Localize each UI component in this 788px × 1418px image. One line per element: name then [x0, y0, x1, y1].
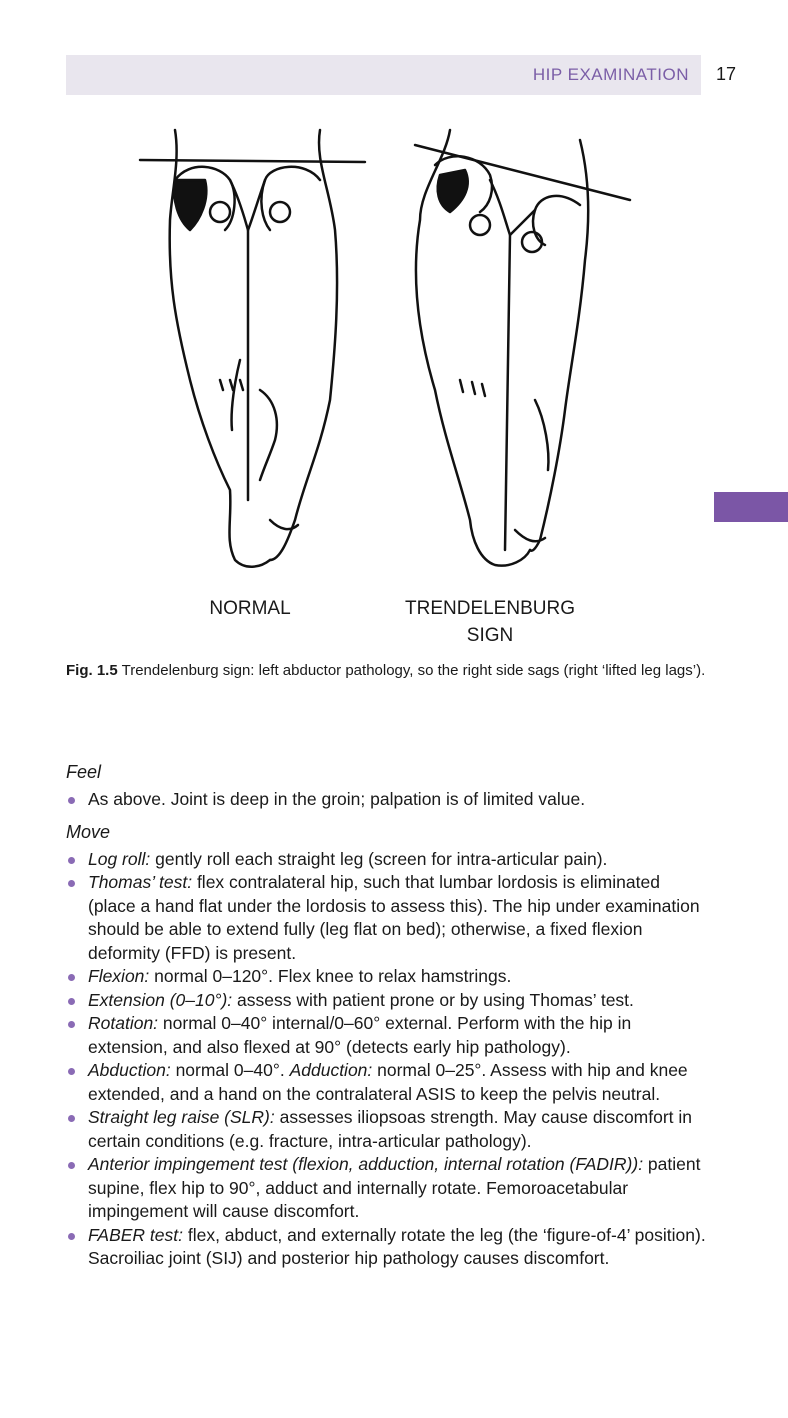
bullet-icon [68, 797, 75, 804]
item-term: Abduction: [88, 1060, 171, 1080]
list-item [66, 871, 706, 965]
item-text: normal 0–40°. [170, 1060, 290, 1080]
label-trendelenburg-line1: TRENDELENBURG [405, 598, 575, 619]
item-term: Thomas’ test: [88, 872, 193, 892]
caption-text: Trendelenburg sign: left abductor pathology, so the right side sags (right ‘lifted leg lags’). [121, 662, 706, 679]
bullet-icon [68, 880, 75, 887]
bullet-icon [68, 1068, 75, 1075]
bullet-icon [68, 1021, 75, 1028]
item-text: assess with patient prone or by using Thomas’ test. [232, 989, 634, 1010]
bullet-icon [68, 857, 75, 864]
item-text: normal 0–40° internal/0–60° external. Perform with the hip in extension, and also flexed at 90° (detects early hip pathology). [88, 1013, 632, 1057]
item-text: assesses iliopsoas strength. May cause discomfort in certain conditions (e.g. fracture, intra-articular pathology). [88, 1107, 693, 1151]
list-item [66, 848, 706, 872]
list-item [66, 788, 706, 812]
item-text: gently roll each straight leg (screen for intra-articular pain). [150, 848, 608, 869]
list-item [66, 1106, 706, 1153]
list-item [66, 1153, 706, 1224]
caption-figure-number: Fig. 1.5 [66, 662, 118, 679]
legs-illustration [120, 120, 660, 590]
bullet-icon [68, 1115, 75, 1122]
move-heading: Move [66, 821, 111, 842]
move-list [66, 848, 706, 1271]
item-term: Extension (0–10°): [88, 989, 233, 1010]
section-title: HIP EXAMINATION [532, 65, 689, 84]
main-content [66, 760, 706, 1279]
bullet-icon [68, 1233, 75, 1240]
item-term: Flexion: [88, 966, 150, 986]
item-term: Log roll: [88, 848, 151, 869]
feel-item-text: As above. Joint is deep in the groin; palpation is of limited value. [88, 789, 586, 809]
chapter-thumb-tab [714, 492, 788, 522]
feel-list [66, 788, 706, 812]
item-term: Rotation: [88, 1013, 159, 1033]
running-header [66, 55, 701, 95]
list-item [66, 1012, 706, 1059]
item-term: Anterior impingement test (flexion, adduction, internal rotation (FADIR)): [88, 1154, 644, 1174]
list-item [66, 1059, 706, 1106]
feel-heading: Feel [66, 762, 102, 782]
list-item [66, 965, 706, 989]
page-number: 17 [716, 64, 737, 84]
figure-caption [66, 660, 706, 682]
bullet-icon [68, 1162, 75, 1169]
item-term: Straight leg raise (SLR): [88, 1107, 275, 1127]
label-normal: NORMAL [209, 598, 291, 619]
item-text: flex, abduct, and externally rotate the leg (the ‘figure-of-4’ position). Sacroiliac joint (SIJ) and posterior hip pathology causes discomfort. [88, 1224, 706, 1268]
list-item [66, 1224, 706, 1271]
label-trendelenburg-line2: SIGN [466, 625, 514, 646]
item-term-2: Adduction: [289, 1060, 373, 1080]
list-item [66, 989, 706, 1013]
item-term: FABER test: [88, 1224, 183, 1245]
trendelenburg-figure [120, 120, 660, 590]
bullet-icon [68, 974, 75, 981]
item-text: normal 0–120°. Flex knee to relax hamstrings. [149, 966, 512, 986]
bullet-icon [68, 998, 75, 1005]
item-text: patient supine, flex hip to 90°, adduct and internally rotate. Femoroacetabular impingement will cause discomfort. [88, 1154, 701, 1221]
item-text: flex contralateral hip, such that lumbar lordosis is eliminated (place a hand flat under the lordosis to assess this). The hip under examination should be able to extend fully (leg flat on bed); otherwise, a fixed flexion deformity (FFD) is present. [88, 872, 700, 963]
item-text-2: normal 0–25°. Assess with hip and knee extended, and a hand on the contralateral ASIS to keep the pelvis neutral. [88, 1060, 688, 1104]
